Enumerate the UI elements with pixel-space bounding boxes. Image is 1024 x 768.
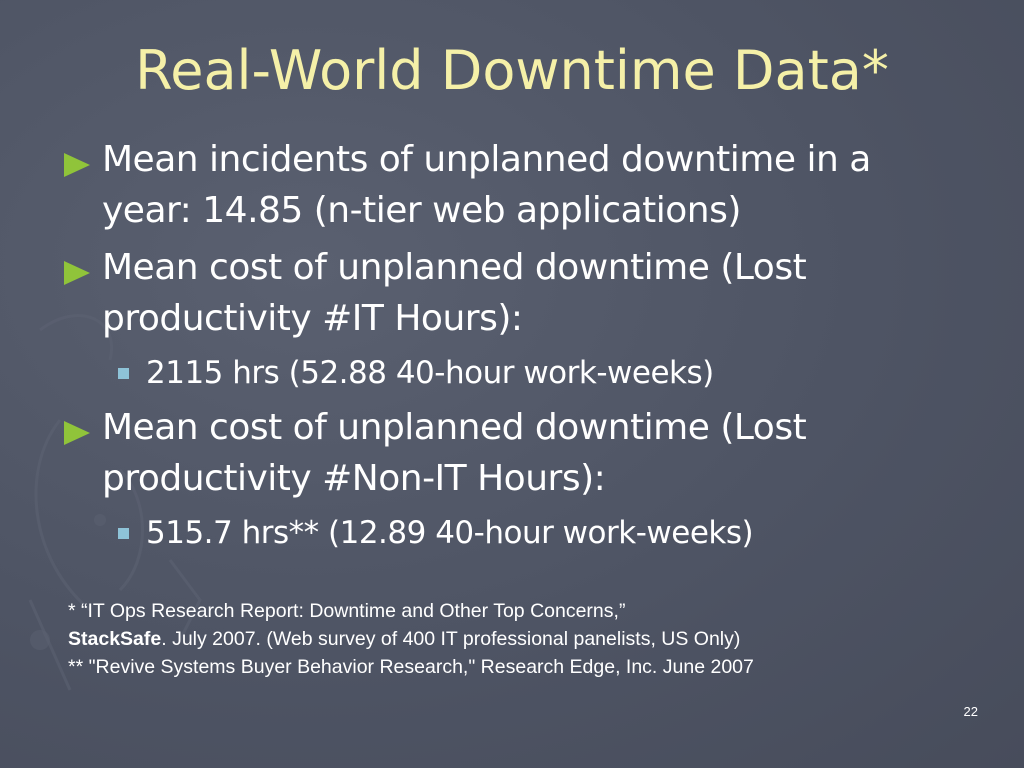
triangle-arrow-icon bbox=[64, 261, 90, 285]
bullet-text: Mean cost of unplanned downtime (Lost productivity #Non-IT Hours): bbox=[102, 407, 807, 499]
footnote-line: ** "Revive Systems Buyer Behavior Research," Research Edge, Inc. June 2007 bbox=[68, 656, 754, 678]
square-bullet-icon bbox=[118, 368, 129, 379]
footnote-source-name: StackSafe bbox=[68, 628, 162, 650]
bullet-item bbox=[64, 402, 964, 504]
bullet-item bbox=[64, 242, 964, 344]
sub-bullet-item bbox=[64, 510, 964, 556]
triangle-arrow-icon bbox=[64, 421, 90, 445]
sub-bullet-item bbox=[64, 350, 964, 396]
triangle-arrow-icon bbox=[64, 153, 90, 177]
bullet-text: Mean cost of unplanned downtime (Lost productivity #IT Hours): bbox=[102, 247, 807, 339]
sub-bullet-text: 515.7 hrs** (12.89 40-hour work-weeks) bbox=[146, 515, 754, 551]
footnote-line bbox=[68, 625, 988, 653]
slide-title: Real-World Downtime Data* bbox=[135, 39, 889, 102]
sub-bullet-text: 2115 hrs (52.88 40-hour work-weeks) bbox=[146, 355, 714, 391]
square-bullet-icon bbox=[118, 528, 129, 539]
page-number: 22 bbox=[963, 704, 978, 719]
bullet-text: Mean incidents of unplanned downtime in a year: 14.85 (n-tier web applications) bbox=[102, 139, 871, 231]
footnote-line: * “IT Ops Research Report: Downtime and Other Top Concerns,” bbox=[68, 600, 626, 622]
footnotes bbox=[68, 597, 988, 681]
footnote-source-detail: . July 2007. (Web survey of 400 IT professional panelists, US Only) bbox=[161, 628, 741, 650]
bullet-item bbox=[64, 134, 964, 236]
bullet-list bbox=[64, 134, 964, 562]
